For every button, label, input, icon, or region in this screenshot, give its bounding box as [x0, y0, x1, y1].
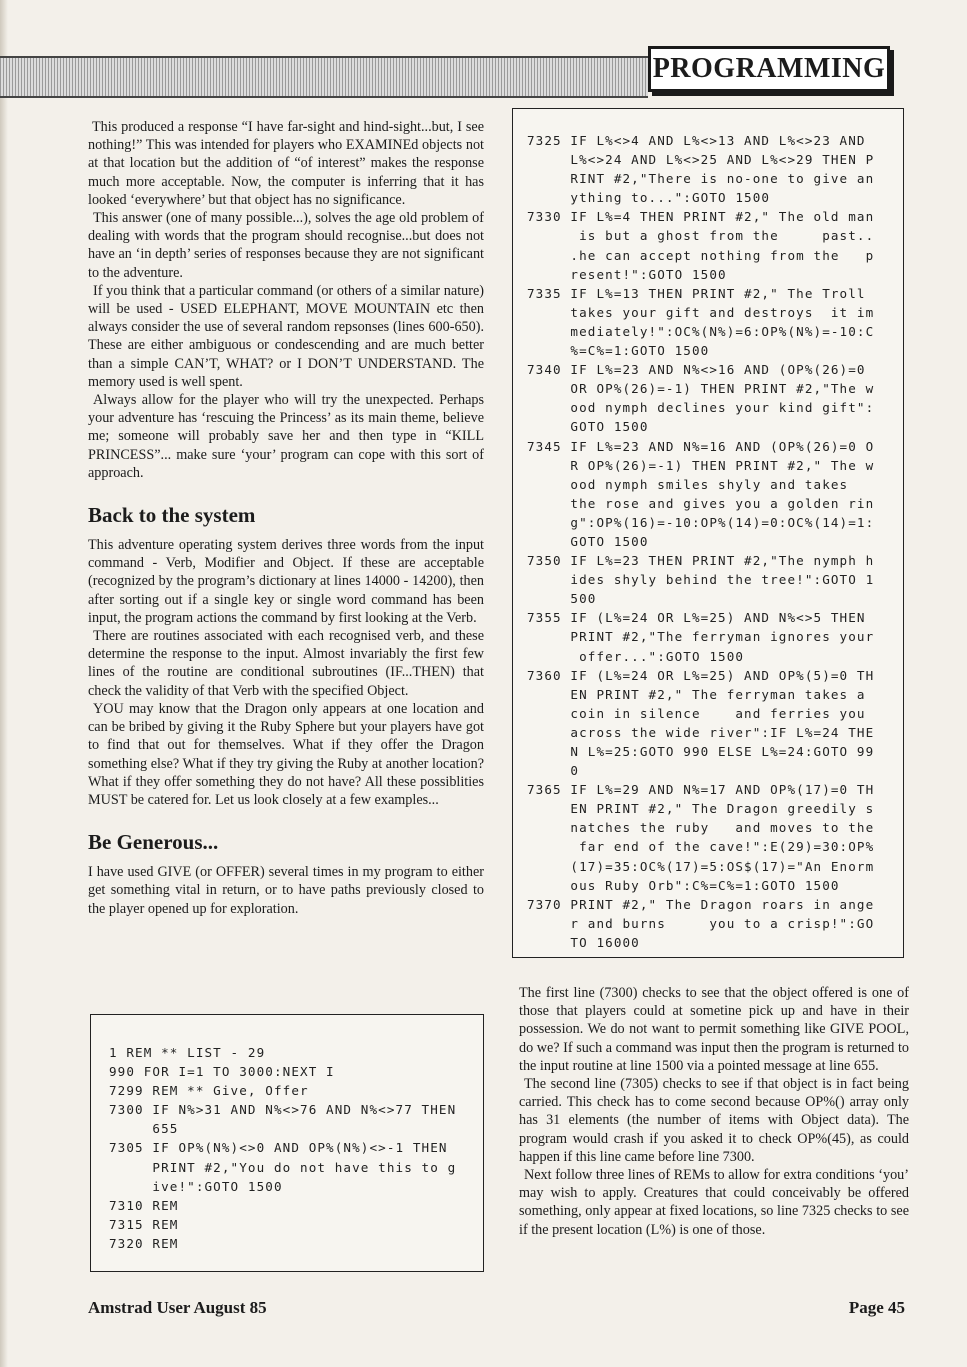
page-edge — [0, 0, 8, 1367]
explanation-paragraph: Next follow three lines of REMs to allow for extra conditions ‘you’ may wish to apply. Creatures that could conceivably be offered something, only appear at fixed locations, so line 7325 checks to see if the present location (L%) is one of those. — [519, 1167, 909, 1238]
intro-paragraph: If you think that a particular command (or others of a similar nature) will be used - USED ELEPHANT, MOVE MOUNTAIN etc then always consider the use of several random repsonses (lines 600-650). These are either ambiguous or condescending and are much better than a simple CAN’T, WHAT? or I DON’T UNDERSTAND. The memory used is well spent. — [88, 282, 484, 390]
explanation-paragraph: The second line (7305) checks to see if that object is in fact being carried. This check has to come second because OP%() array only has 31 elements (the number of items with Object data). The program would crash if you asked it to check OP%(45), as could happen if this line came before line 7300. — [519, 1076, 909, 1165]
listing-box-left — [90, 1014, 484, 1272]
intro-paragraph: Always allow for the player who will try the unexpected. Perhaps your adventure has ‘rescuing the Princess’ as its main theme, believe me; someone will probably save her and then type in “KILL PRINCESS”... make sure ‘your’ program can cope with this sort of approach. — [88, 392, 484, 481]
intro-paragraph: This answer (one of many possible...), solves the age old problem of dealing with words that the program should recognise...but does not have an ‘in depth’ series of responses because they are not significant to the adventure. — [88, 210, 484, 281]
intro-paragraph: This produced a response “I have far-sight and hind-sight...but, I see nothing!” This was intended for players who EXAMINEd objects not at that location but the addition of “of interest” makes the response much more acceptable. Now, the computer is inferring that it has looked ‘everywhere’ but that object has no significance. — [88, 119, 484, 208]
left-column — [88, 118, 484, 918]
explanation-paragraph: The first line (7300) checks to see that the object offered is one of those that players could at sometine pick up and have in their possession. We do not want to permit something like GIVE POOL, do we? If such a command was input then the program is returned to the input routine at line 1500 via a pointed message at line 655. — [519, 985, 909, 1074]
section-tag: PROGRAMMING — [648, 46, 890, 92]
system-paragraph: YOU may know that the Dragon only appears at one location and can be bribed by giving it the Ruby Sphere but your players have got to find that out for themselves. What if they offer the Dragon something else? What if they try giving the Ruby at another location? What if they offer something they do not have? All these possiblities MUST be catered for. Let us look closely at a few examples... — [88, 700, 484, 808]
listing-code-right: 7325 IF L%<>4 AND L%<>13 AND L%<>23 AND L%<>24 AND L%<>25 AND L%<>29 THEN P RINT #2,"There is no-one to give an ything to...":GOTO 1500 7330 IF L%=4 THEN PRINT #2," The old man is but a ghost from the past.. .he can accept nothing from the p resent!":GOTO 1500 7335 IF L%=13 THEN PRINT #2," The Troll takes your gift and destroys it im mediately!":OC%(N%)=6:OP%(N%)=-10:C %=C%=1:GOTO 1500 7340 IF L%=23 AND N%<>16 AND (OP%(26)=0 OR OP%(26)=-1) THEN PRINT #2,"The w ood nymph declines your kind gift": GOTO 1500 7345 IF L%=23 AND N%=16 AND (OP%(26)=0 O R OP%(26)=-1) THEN PRINT #2," The w ood nymph smiles shyly and takes the rose and gives you a golden rin g":OP%(16)=-10:OP%(14)=0:OC%(14)=1: GOTO 1500 7350 IF L%=23 THEN PRINT #2,"The nymph h ides shyly behind the tree!":GOTO 1 500 7355 IF (L%=24 OR L%=25) AND N%<>5 THEN PRINT #2,"The ferryman ignores your offer...":GOTO 1500 7360 IF (L%=24 OR L%=25) AND OP%(5)=0 TH EN PRINT #2," The ferryman takes a coin in silence and ferries you across the wide river":IF L%=24 THE N L%=25:GOTO 990 ELSE L%=24:GOTO 99 0 7365 IF L%=29 AND N%=17 AND OP%(17)=0 TH EN PRINT #2," The Dragon greedily s natches the ruby and moves to the far end of the cave!":E(29)=30:OP% (17)=35:OC%(17)=5:OS$(17)="An Enorm ous Ruby Orb":C%=C%=1:GOTO 1500 7370 PRINT #2," The Dragon roars in ange r and burns you to a crisp!":GO TO 16000 — [527, 133, 875, 950]
footer-publication: Amstrad User August 85 — [88, 1298, 267, 1317]
footer-page-number: Page 45 — [848, 1298, 905, 1317]
generous-paragraph: I have used GIVE (or OFFER) several times in my program to either get something vital in return, or to have paths previously closed to the player opened up for exploration. — [88, 864, 484, 917]
listing-box-right — [512, 108, 904, 958]
listing-code-left: 1 REM ** LIST - 29 990 FOR I=1 TO 3000:NEXT I 7299 REM ** Give, Offer 7300 IF N%>31 AND N%<>76 AND N%<>77 THEN 655 7305 IF OP%(N%)<>0 AND OP%(N%)<>-1 THEN PRINT #2,"You do not have this to g ive!":GOTO 1500 7310 REM 7315 REM 7320 REM — [109, 1045, 457, 1251]
heading-be-generous: Be Generous... — [88, 830, 219, 855]
system-paragraph: There are routines associated with each recognised verb, and these determine the response to the input. Almost invariably the first few lines of the routine are conditional subroutines (IF...THEN) that check the validity of that Verb with the specified Object. — [88, 628, 484, 699]
heading-back-to-system: Back to the system — [88, 503, 256, 528]
system-paragraph: This adventure operating system derives three words from the input command - Verb, Modifier and Object. If these are acceptable (recognized by the program’s dictionary at lines 14000 - 14200), then after sorting out if a single key or single word command has been input, the program actions the command by first looking at the Verb. — [88, 537, 484, 626]
header-rule — [0, 56, 648, 98]
right-column — [519, 984, 909, 1239]
